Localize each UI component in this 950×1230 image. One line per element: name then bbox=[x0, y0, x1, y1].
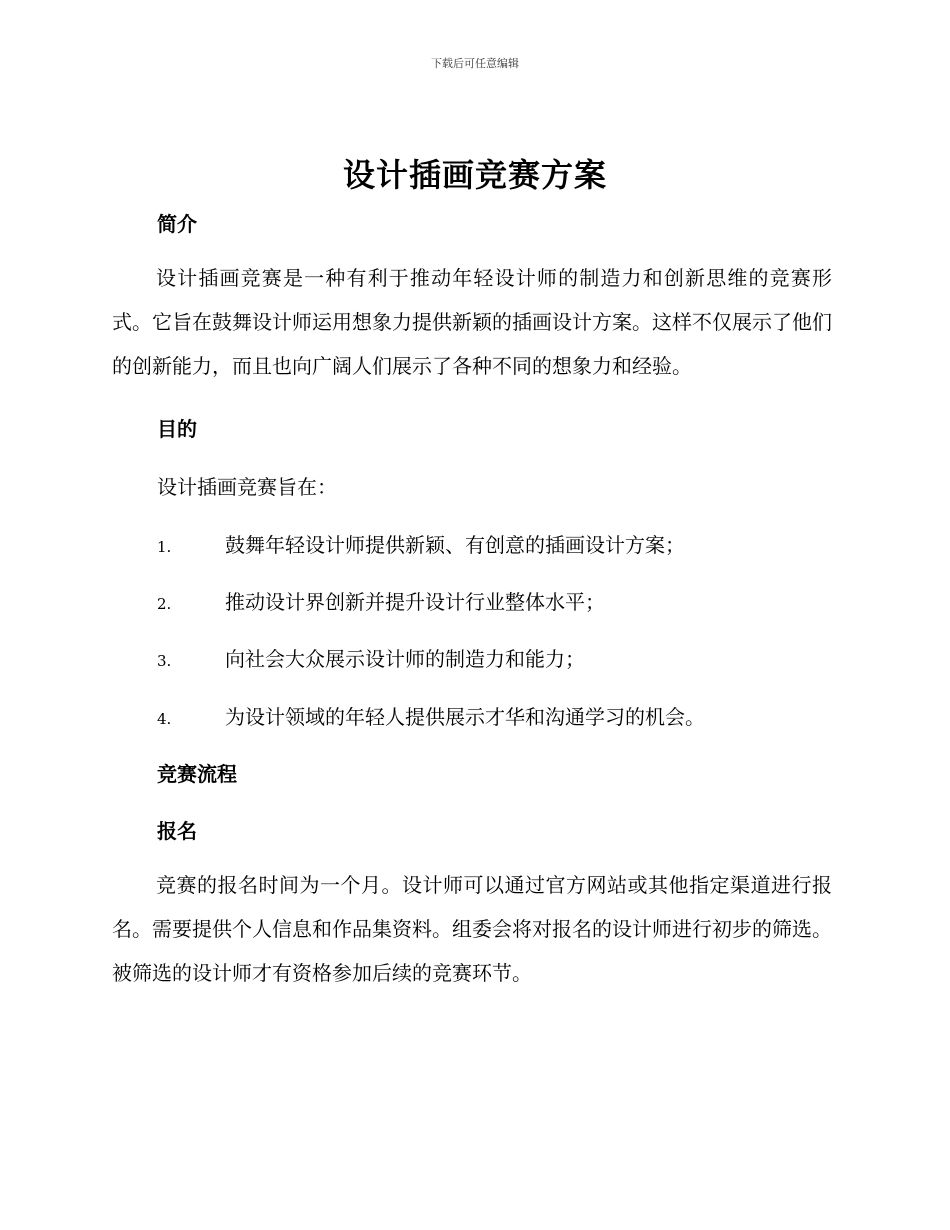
goal-list-item bbox=[157, 701, 837, 730]
goal-lead: 设计插画竞赛旨在： bbox=[157, 475, 337, 499]
signup-heading: 报名 bbox=[157, 819, 197, 843]
goal-heading: 目的 bbox=[157, 417, 197, 441]
list-number: 1. bbox=[157, 538, 172, 556]
list-text: 推动设计界创新并提升设计行业整体水平； bbox=[225, 590, 605, 614]
process-heading: 竞赛流程 bbox=[157, 762, 237, 786]
list-text: 鼓舞年轻设计师提供新颖、有创意的插画设计方案； bbox=[225, 533, 685, 557]
goal-list-item bbox=[157, 643, 837, 672]
list-text: 为设计领域的年轻人提供展示才华和沟通学习的机会。 bbox=[225, 705, 705, 729]
list-number: 2. bbox=[157, 595, 172, 613]
signup-paragraph: 竞赛的报名时间为一个月。设计师可以通过官方网站或其他指定渠道进行报名。需要提供个人信息和作品集资料。组委会将对报名的设计师进行初步的筛选。被筛选的设计师才有资格参加后续的竞赛环节。 bbox=[112, 873, 832, 985]
goal-list-item bbox=[157, 529, 837, 558]
goal-list-item bbox=[157, 586, 837, 615]
list-number: 4. bbox=[157, 710, 172, 728]
list-text: 向社会大众展示设计师的制造力和能力； bbox=[225, 647, 585, 671]
intro-paragraph: 设计插画竞赛是一种有利于推动年轻设计师的制造力和创新思维的竞赛形式。它旨在鼓舞设计师运用想象力提供新颖的插画设计方案。这样不仅展示了他们的创新能力，而且也向广阔人们展示了各种不同的想象力和经验。 bbox=[112, 266, 832, 378]
intro-heading: 简介 bbox=[157, 212, 197, 236]
document-title: 设计插画竞赛方案 bbox=[342, 156, 607, 194]
header-note: 下载后可任意编辑 bbox=[431, 57, 519, 70]
list-number: 3. bbox=[157, 652, 172, 670]
